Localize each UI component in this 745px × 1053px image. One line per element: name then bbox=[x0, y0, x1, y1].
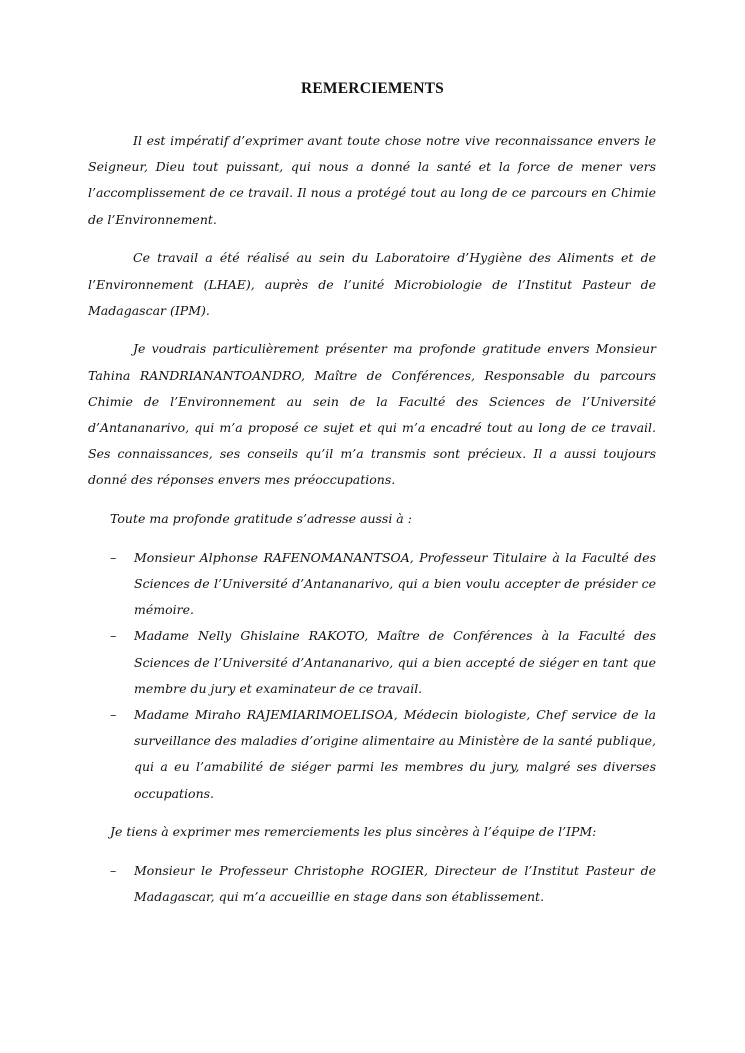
dash-bullet: – bbox=[110, 707, 117, 723]
list-item-text: Monsieur le Professeur Christophe ROGIER, Directeur de l’Institut Pasteur de Madagascar, qui m’a accueillie en stage dans son établissement. bbox=[134, 863, 656, 905]
jury-intro: Toute ma profonde gratitude s’adresse aussi à : bbox=[110, 511, 412, 527]
list-item-text: Monsieur Alphonse RAFENOMANANTSOA, Professeur Titulaire à la Faculté des Sciences de l’Université d’Antananarivo, qui a bien voulu accepter de présider ce mémoire. bbox=[134, 549, 656, 618]
list-item bbox=[110, 545, 656, 624]
dash-bullet: – bbox=[110, 628, 117, 644]
page-title: REMERCIEMENTS bbox=[301, 80, 444, 97]
list-item bbox=[110, 858, 656, 910]
ipm-intro: Je tiens à exprimer mes remerciements les plus sincères à l’équipe de l’IPM: bbox=[110, 824, 597, 840]
list-item-text: Madame Miraho RAJEMIARIMOELISOA, Médecin biologiste, Chef service de la surveillance des maladies d’origine alimentaire au Ministère de la santé publique, qui a eu l’amabilité de siéger parmi les membres du jury, malgré ses diverses occupations. bbox=[134, 707, 656, 801]
paragraph-supervisor: Je voudrais particulièrement présenter ma profonde gratitude envers Monsieur Tahina RANDRIANANTOANDRO, Maître de Conférences, Responsable du parcours Chimie de l’Environnement au sein de la Faculté des Sciences de l’Université d’Antananarivo, qui m’a proposé ce sujet et qui m’a encadré tout au long de ce travail. Ses connaissances, ses conseils qu’il m’a transmis sont précieux. Il a aussi toujours donné des réponses envers mes préoccupations. bbox=[88, 341, 656, 488]
paragraph-gratitude-god: Il est impératif d’exprimer avant toute chose notre vive reconnaissance envers le Seigneur, Dieu tout puissant, qui nous a donné la santé et la force de mener vers l’accomplissement de ce travail. Il nous a protégé tout au long de ce parcours en Chimie de l’Environnement. bbox=[88, 133, 656, 227]
dash-bullet: – bbox=[110, 863, 117, 879]
list-item bbox=[110, 702, 656, 807]
list-item bbox=[110, 623, 656, 702]
paragraph-laboratory: Ce travail a été réalisé au sein du Laboratoire d’Hygiène des Aliments et de l’Environnement (LHAE), auprès de l’unité Microbiologie de l’Institut Pasteur de Madagascar (IPM). bbox=[88, 250, 656, 318]
document-body bbox=[88, 128, 656, 923]
dash-bullet: – bbox=[110, 549, 117, 565]
list-item-text: Madame Nelly Ghislaine RAKOTO, Maître de Conférences à la Faculté des Sciences de l’Université d’Antananarivo, qui a bien accepté de siéger en tant que membre du jury et examinateur de ce travail. bbox=[134, 628, 656, 696]
ipm-list bbox=[88, 858, 656, 910]
jury-list bbox=[88, 545, 656, 807]
